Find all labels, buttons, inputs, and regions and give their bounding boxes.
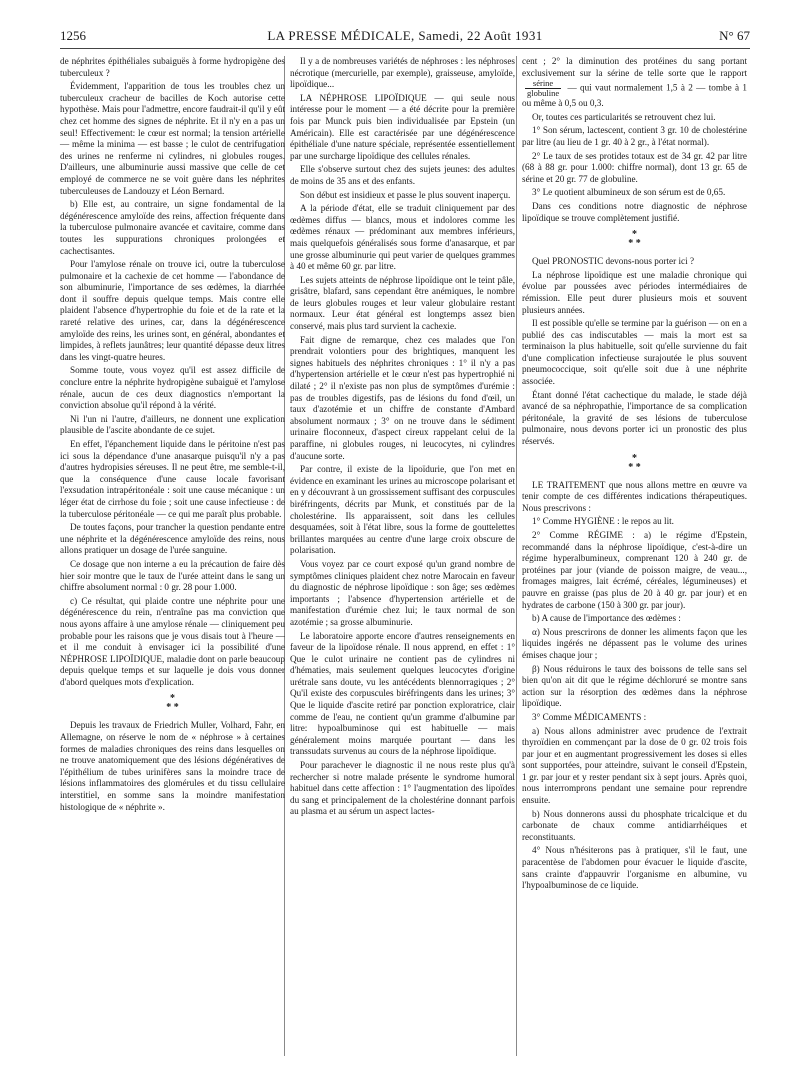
- paragraph: Depuis les travaux de Friedrich Muller, Volhard, Fahr, en Allemagne, on réserve le nom de « néphrose » à certaines formes de maladies chroniques des reins dans lesquelles on ne trouve anatomiquement que des lésions dégénératives de l'épithélium de tubes urinifères sans la moindre trace de lésions inflammatoires des glomérules et du tissu cellulaire interstitiel, en somme sans la moindre manifestation histologique de « néphrite ».: [60, 720, 285, 812]
- paragraph: b) A cause de l'importance des œdèmes :: [532, 613, 681, 624]
- paragraph: Le laboratoire apporte encore d'autres renseignements en faveur de la lipoïdose rénale. Il nous apprend, en effet : 1° Que le culot urinaire ne contient pas de cylindres ni d'hématies, mais seulement quelques leucocytes d'origine urétrale sans doute, vu les antécédents blennorragiques ; 2° Qu'il existe des corpuscules biréfringents dans les urines; 3° Que le liquide d'ascite retiré par ponction exploratrice, clair comme de l'eau, ne contient qu'un gramme d'albumine par litre: hypoalbuminose qui est habituelle — mais généralement moins marquée pourtant — dans les transsudats survenus au cours de la néphrose lipoïdique.: [290, 630, 515, 757]
- section-stars: * * *: [166, 693, 179, 714]
- column-2: [290, 56, 515, 820]
- paragraph: Or, toutes ces particularités se retrouvent chez lui.: [532, 111, 716, 122]
- paragraph: b) Nous donnerons aussi du phosphate tricalcique et du carbonate de chaux comme antidiarrhéiques et reconstituants.: [522, 808, 747, 842]
- paragraph: Ni l'un ni l'autre, d'ailleurs, ne donnent une explication plausible de l'ascite abondante de ce sujet.: [60, 413, 285, 436]
- paragraph: Vous voyez par ce court exposé qu'un grand nombre de symptômes cliniques plaident chez notre Marocain en faveur du diagnostic de néphrose lipoïdique : son âge; ses œdèmes importants ; l'absence d'hypertension artérielle et de manifestation d'urémie chez lui; le taux normal de son azotémie ; sa grosse albuminurie.: [290, 558, 515, 627]
- paragraph: 3° Comme MÉDICAMENTS :: [532, 711, 647, 722]
- paragraph: Par contre, il existe de la lipoïdurie, que l'on met en évidence en examinant les urines au microscope polarisant et en y découvrant à un grossissement suffisant des corpuscules biréfringents, décrits par Munk, et constitués par de la cholestérine. Ils apparaissent, soit dans les cellules desquamées, soit à l'état libre, sous la forme de gouttelettes brillantes marquées au centre d'une large croix obscure de polarisation.: [290, 464, 515, 556]
- section-stars: * * *: [628, 229, 641, 250]
- journal-title: LA PRESSE MÉDICALE, Samedi, 22 Août 1931: [267, 28, 543, 43]
- fraction-denominator: globuline: [527, 88, 560, 99]
- paragraph: 3° Le quotient albumineux de son sérum est de 0,65.: [532, 187, 726, 198]
- paragraph: Il y a de nombreuses variétés de néphroses : les néphroses nécrotique (mercurielle, par exemple), graisseuse, amyloïde, lipoïdique...: [290, 56, 515, 90]
- paragraph: Ce dosage que non interne a eu la précaution de faire dès hier soir montre que le taux de l'urée atteint dans le sang un chiffre absolument normal : 0 gr. 28 pour 1.000.: [60, 558, 285, 593]
- page-number: 1256: [60, 28, 86, 43]
- paragraph: 1° Son sérum, lactescent, contient 3 gr. 10 de cholestérine par litre (au lieu de 1 gr. 40 à 2 gr., à l'état normal).: [522, 125, 747, 147]
- paragraph: b) Elle est, au contraire, un signe fondamental de la dégénérescence amyloïde des reins, affection fréquente dans la tuberculose pulmonaire avancée et cavitaire, comme dans toutes les suppurations chroniques prolongées et cachectisantes.: [60, 199, 285, 256]
- paragraph: Pour parachever le diagnostic il ne nous reste plus qu'à rechercher si notre malade présente le syndrome humoral habituel dans cette affection : 1° l'augmentation des lipoïdes du sang et principalement de la cholestérine donnant parfois au plasma et au sérum un aspect lactes-: [290, 760, 515, 817]
- paragraph: LE TRAITEMENT que nous allons mettre en œuvre va tenir compte de ces différentes indications thérapeutiques. Nous prescrivons :: [522, 479, 747, 513]
- paragraph: 2° Comme RÉGIME : a) le régime d'Epstein, recommandé dans la néphrose lipoïdique, c'est-à-dire un régime hyperalbumineux, comprenant 120 à 240 gr. de protéines par jour (viande de poisson maigre, de veau..., fromages maigres, lait écrémé, céréales, légumineuses) et pauvre en graisse (pas plus de 20 à 40 gr. par jour) et en hydrates de carbone (150 à 300 gr. par jour).: [522, 530, 747, 610]
- paragraph: Étant donné l'état cachectique du malade, le stade déjà avancé de sa néphropathie, l'importance de sa complication péritonéale, la gravité de ses lésions de tuberculose pulmonaire, nous devons porter ici un pronostic des plus réservés.: [522, 389, 747, 447]
- paragraph: 1° Comme HYGIÈNE : le repos au lit.: [532, 516, 674, 527]
- paragraph: En effet, l'épanchement liquide dans le péritoine n'est pas ici sous la dépendance d'une anasarque puisqu'il n'y a pas d'autres hydropisies séreuses. Il ne peut être, me semble-t-il, que la conséquence d'une cause locale favorisant l'exsudation intrapéritonéale : soit une cause mécanique : un léger état de cirrhose du foie ; soit une cause infectieuse : de la tuberculose péritonéale — ce qui me paraît plus probable.: [60, 439, 285, 519]
- paragraph: Somme toute, vous voyez qu'il est assez difficile de conclure entre la néphrite hydropigène subaiguë et l'amylose rénale, aucun de ces deux diagnostics n'emportant la conviction absolue qu'il répond à la vérité.: [60, 365, 285, 411]
- section-stars: * * *: [628, 452, 641, 473]
- paragraph: 2° Le taux de ses protides totaux est de 34 gr. 42 par litre (68 à 88 gr. pour 1.000: chiffre normal), dont 13 gr. 65 de sérine et 20 gr. 77 de globuline.: [522, 150, 747, 184]
- paragraph: La néphrose lipoïdique est une maladie chronique qui évolue par poussées avec périodes intermédiaires de rémission. Elle peut durer plusieurs mois et souvent plusieurs années.: [522, 269, 747, 315]
- paragraph: 4° Nous n'hésiterons pas à pratiquer, s'il le faut, une paracentèse de l'abdomen pour évacuer le liquide d'ascite, sans crainte d'appauvrir l'organisme en albumine, vu l'hypoalbuminose de ce liquide.: [522, 845, 747, 891]
- paragraph: c) Ce résultat, qui plaide contre une néphrite pour une dégénérescence du rein, n'entraîne pas ma conviction que nous ayons affaire à une amylose rénale — cliniquement peu probable pour les raisons que je vous disais tout à l'heure — et il me conduit à envisager ici la possibilité d'une NÉPHROSE LIPOÏDIQUE, maladie dont on parle beaucoup depuis quelque temps et sur laquelle je dois vous donner d'abord quelques mots d'explication.: [60, 595, 285, 687]
- header-rule: [60, 48, 750, 49]
- paragraph: Elle s'observe surtout chez des sujets jeunes: des adultes de moins de 35 ans et des enfants.: [290, 164, 515, 186]
- text-run: cent ; 2° la diminution des protéines du sang portant exclusivement sur la sérine de telle sorte que le rapport: [522, 56, 747, 78]
- paragraph: β) Nous réduirons le taux des boissons de telle sans sel bien qu'on ait dit que le régime déchloruré se montre sans action sur la résorption des œdèmes dans la néphrose lipoïdique.: [522, 663, 747, 709]
- text-run: — qui vaut normalement 1,5 à 2 — tombe à 1 ou même à 0,5 ou 0,3.: [522, 82, 748, 109]
- paragraph: LA NÉPHROSE LIPOÏDIQUE — qui seule nous intéresse pour le moment — a été décrite pour la première fois par Munck puis bien individualisée par Epstein (un Américain). Elle est caractérisée par une dégénérescence épithéliale d'une nature spéciale, représentée essentiellement par une surcharge lipoïdique des cellules rénales.: [290, 92, 515, 161]
- paragraph: [522, 56, 747, 110]
- paragraph: a) Nous allons administrer avec prudence de l'extrait thyroïdien en commençant par la dose de 0 gr. 02 trois fois par jour et en augmentant progressivement les doses si elles sont supportées, pour atteindre, suivant le conseil d'Epstein, 1 gr. par jour et y rester pendant six à sept jours. Après quoi, nous interromprons pendant une semaine pour reprendre ensuite.: [522, 725, 747, 806]
- column-3: [522, 56, 747, 894]
- column-1: [60, 56, 285, 815]
- column-separator: [516, 56, 517, 1056]
- paragraph: α) Nous prescrirons de donner les aliments façon que les liquides ingérés ne dépassent pas le volume des urines émises chaque jour ;: [522, 626, 747, 660]
- page-header: [60, 28, 750, 46]
- paragraph: de néphrites épithéliales subaiguës à forme hydropigène des tuberculeux ?: [60, 56, 285, 78]
- paragraph: Pour l'amylose rénale on trouve ici, outre la tuberculose pulmonaire et la cachexie de cet homme — l'abondance de son albuminurie, l'importance de ses œdèmes, la diarrhée dont il souffre depuis quelque temps. Mais contre elle plaident l'absence d'hypertrophie du foie et de la rate et la rareté relative des urines, car, dans la dégénérescence amyloïde des reins, les urines sont, en général, abondantes et limpides, à reflets jaunâtres; leur quantité dépasse deux litres dans les vingt-quatre heures.: [60, 259, 285, 362]
- paragraph: Dans ces conditions notre diagnostic de néphrose lipoïdique se trouve complètement justifié.: [522, 200, 747, 223]
- paragraph: De toutes façons, pour trancher la question pendante entre une néphrite et la dégénérescence amyloïde des reins, nous allons pratiquer un dosage de l'urée sanguine.: [60, 522, 285, 556]
- paragraph: Quel PRONOSTIC devons-nous porter ici ?: [532, 256, 695, 267]
- paragraph: Fait digne de remarque, chez ces malades que l'on prendrait volontiers pour des brightiques, manquent les signes habituels des néphrites chroniques : 1° il n'y a pas d'hypertension artérielle et le cœur n'est pas hypertrophié ni dilaté ; 2° il n'existe pas non plus de symptômes d'urémie : pas de troubles digestifs, pas de lésions du fond d'œil, un taux d'azotémie et un chiffre de constante d'Ambard absolument normaux ; 3° on ne trouve dans le sédiment urinaire floconneux, d'aspect cireux rappelant celui de la paraffine, ni globules rouges, ni leucocytes, ni cylindres d'aucune sorte.: [290, 334, 515, 461]
- paragraph: Évidemment, l'apparition de tous les troubles chez un tuberculeux cracheur de bacilles de Koch autorise cette hypothèse. Mais pour l'admettre, encore faudrait-il qu'il y eût chez cet homme des signes de néphrite. Et il n'y en a pas un seul! Effectivement: le cœur est normal; la tension artérielle — même la minima — est basse ; le culot de centrifugation des urines ne renferme ni cylindres, ni globules rouges. D'ailleurs, une albuminurie aussi massive que celle de cet employé de commerce ne se voit guère dans les néphrites tuberculeuses de Landouzy et Léon Bernard.: [60, 81, 285, 196]
- paragraph: A la période d'état, elle se traduit cliniquement par des œdèmes diffus — blancs, mous et indolores comme les œdèmes rénaux — prédominant aux membres inférieurs, mais quelquefois généralisés sous forme d'anasarque, et par une grosse albuminurie qui peut varier de quelques grammes à 40 et même 60 gr. par litre.: [290, 203, 515, 272]
- paragraph: Les sujets atteints de néphrose lipoïdique ont le teint pâle, grisâtre, blafard, sans cependant être anémiques, le nombre de leurs globules rouges et leur valeur globulaire restant normaux. Leur état général est longtemps assez bien conservé, mais plus tard survient la cachexie.: [290, 274, 515, 332]
- paragraph: Son début est insidieux et passe le plus souvent inaperçu.: [300, 189, 511, 200]
- ratio-fraction: [525, 79, 561, 98]
- fraction-numerator: sérine: [525, 79, 561, 89]
- paragraph: Il est possible qu'elle se termine par la guérison — on en a publié des cas indiscutables — mais la mort est sa terminaison la plus habituelle, soit qu'elle survienne du fait d'une complication infectieuse surajoutée le plus souvent pneumococcique, soit qu'elle soit due à une néphrite associée.: [522, 318, 747, 387]
- issue-number: N° 67: [719, 28, 750, 43]
